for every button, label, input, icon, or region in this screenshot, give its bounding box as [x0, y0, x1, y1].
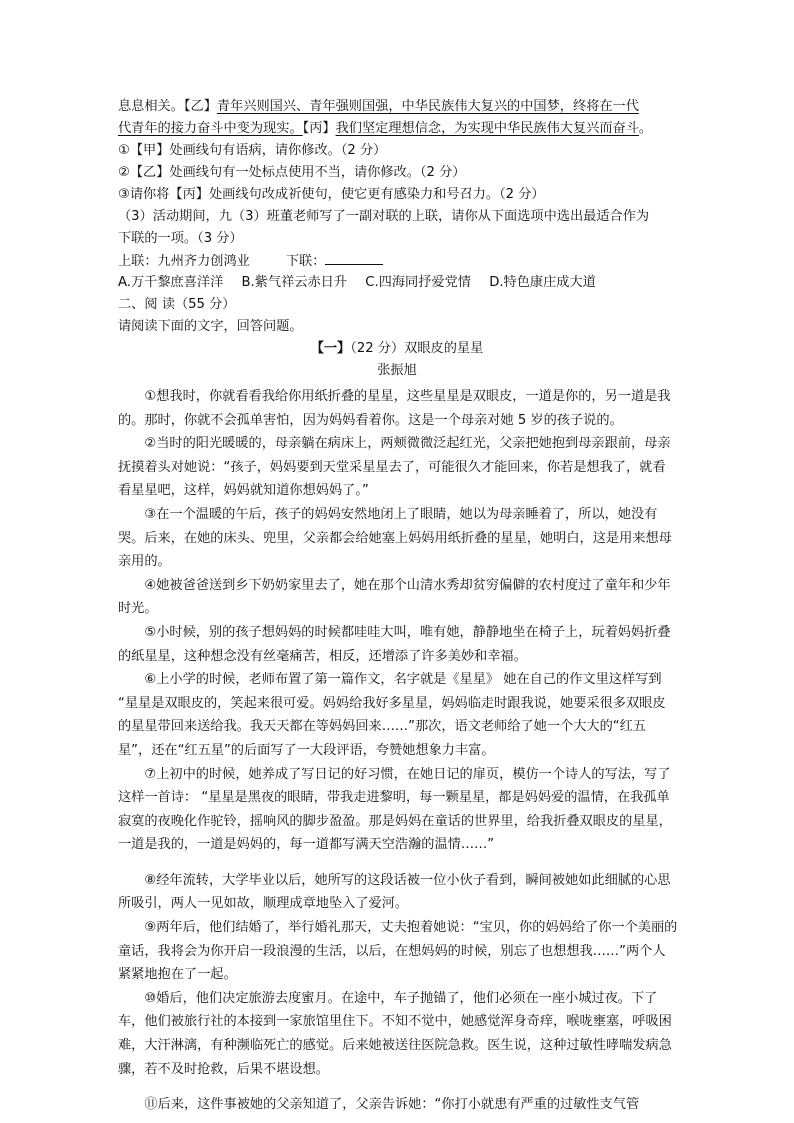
section-heading: 二、阅 读（55 分）: [118, 297, 236, 312]
text-run: 息息相关。: [118, 99, 184, 114]
paragraph-5: ⑤小时候，别的孩子想妈妈的时候都哇哇大叫，唯有她，静静地坐在椅子上，玩着妈妈折叠的纸星星，这种想念没有丝毫痛苦，相反，还增添了许多美妙和幸福。: [118, 624, 671, 664]
paragraph-2: ②当时的阳光暖暖的，母亲躺在病床上，两颊微微泛起红光，父亲把她抱到母亲跟前，母亲抚摸着头对她说：“孩子，妈妈要到天堂采星星去了，可能很久才能回来，你若是想我了，就看看星星吧，这样，妈妈就知道你想妈妈了。”: [118, 436, 671, 499]
instruction: 请阅读下面的文字，回答问题。: [118, 319, 303, 334]
article-number: 【一】: [310, 341, 351, 356]
text-run: 。: [638, 121, 653, 136]
options-line: [118, 272, 596, 294]
option-d: D.特色康庄成大道: [489, 275, 596, 290]
question-2: ②【乙】处画线句有一处标点使用不当，请你修改。（2 分）: [118, 165, 466, 180]
text-line: [118, 118, 652, 140]
option-b: B.紫气祥云赤日升: [241, 275, 348, 290]
article-body: [118, 385, 678, 1117]
paragraph-3: ③在一个温暖的午后，孩子的妈妈安然地闭上了眼睛，她以为母亲睡着了，所以，她没有哭。后来，在她的床头、兜里，父亲都会给她塞上妈妈用纸折叠的星星，她明白，这是用来想母亲用的。: [118, 506, 672, 570]
paragraph-6: ⑥上小学的时候，老师布置了第一篇作文，名字就是《星星》 她在自己的作文里这样写到 “星星是双眼皮的，笑起来很可爱。妈妈给我好多星星，妈妈临走时跟我说，她要采很多双眼皮的星星带回来送给我。我天天都在等妈妈回来……”那次，语文老师给了她一个大大的“红五星”，还在“红五星”的后面写了一大段评语，夸赞她想象力丰富。: [118, 672, 666, 758]
label-yi: 【乙】: [183, 99, 217, 114]
couplet-lower-label: 下联：: [285, 254, 326, 269]
paragraph-8: ⑧经年流转，大学毕业以后，她所写的这段话被一位小伙子看到，瞬间被她如此细腻的心思所吸引，两人一见如故，顺理成章地坠入了爱河。: [118, 872, 671, 912]
paragraph-4: ④她被爸爸送到乡下奶奶家里去了，她在那个山清水秀却贫穷偏僻的农村度过了童年和少年时光。: [118, 577, 671, 617]
paragraph-10: ⑩婚后，他们决定旅游去度蜜月。在途中，车子抛锚了，他们必须在一座小城过夜。下了车，他们被旅行社的本接到一家旅馆里住下。不知不觉中，她感觉浑身奇痒，喉咙壅塞，呼吸困难，大汗淋漓，有种濒临死亡的感觉。后来她被送往医院急救。医生说，这种过敏性哮喘发病急骤，若不及时抢救，后果不堪设想。: [118, 990, 672, 1077]
underlined-sentence-bing: 我们坚定理想信念，为实现中华民族伟大复兴而奋斗: [335, 121, 639, 136]
question-1: ①【甲】处画线句有语病，请你修改。（2 分）: [118, 143, 387, 158]
underlined-sentence-yi-cont: 代青年的接力奋斗中变为现实。: [118, 121, 303, 136]
couplet-upper: 上联：九州齐力创鸿业: [118, 254, 250, 269]
question-3: ③请你将【丙】处画线句改成祈使句，使它更有感染力和号召力。（2 分）: [118, 187, 545, 202]
couplet-line: [118, 250, 383, 273]
label-bing: 【丙】: [302, 121, 336, 136]
question-4-line-1: （3）活动期间，九（3）班董老师写了一副对联的上联，请你从下面选项中选出最适合作为: [118, 209, 650, 224]
article-title-text: （22 分）双眼皮的星星: [350, 341, 484, 356]
answer-blank: [325, 250, 383, 265]
article-title: [0, 338, 794, 360]
article-author: 张振旭: [377, 363, 417, 378]
paragraph-9: ⑨两年后，他们结婚了，举行婚礼那天，丈夫抱着她说：“宝贝，你的妈妈给了你一个美丽的童话，我将会为你开启一段浪漫的生活，以后，在想妈妈的时候，别忘了也想想我……”两个人紧紧地抱在了一起。: [118, 920, 678, 983]
paragraph-7: ⑦上初中的时候，她养成了写日记的好习惯，在她日记的扉页，模仿一个诗人的写法，写了这样一首诗： “星星是黑夜的眼睛，带我走进黎明，每一颗星星，都是妈妈爱的温情，在我孤单寂寞的夜晚化作驼铃，摇响风的脚步盈盈。那是妈妈在童话的世界里，给我折叠双眼皮的星星，一道是我的，一道是妈妈的，每一道都写满天空浩瀚的温情……”: [118, 766, 672, 853]
option-a: A.万千黎庶喜洋洋: [118, 275, 224, 290]
question-4-line-2: 下联的一项。（3 分）: [118, 231, 243, 246]
paragraph-11: ⑪后来，这件事被她的父亲知道了，父亲告诉她：“你打小就患有严重的过敏性支气管: [144, 1097, 640, 1113]
paragraph-1: ①想我时，你就看看我给你用纸折叠的星星，这些星星是双眼皮，一道是你的，另一道是我的。那时，你就不会孤单害怕，因为妈妈看着你。这是一个母亲对她 5 岁的孩子说的。: [118, 389, 671, 428]
text-line: [118, 96, 639, 118]
option-c: C.四海同抒爱党情: [365, 275, 471, 290]
underlined-sentence-yi: 青年兴则国兴、青年强则国强，中华民族伟大复兴的中国梦，终将在一代: [216, 99, 639, 114]
